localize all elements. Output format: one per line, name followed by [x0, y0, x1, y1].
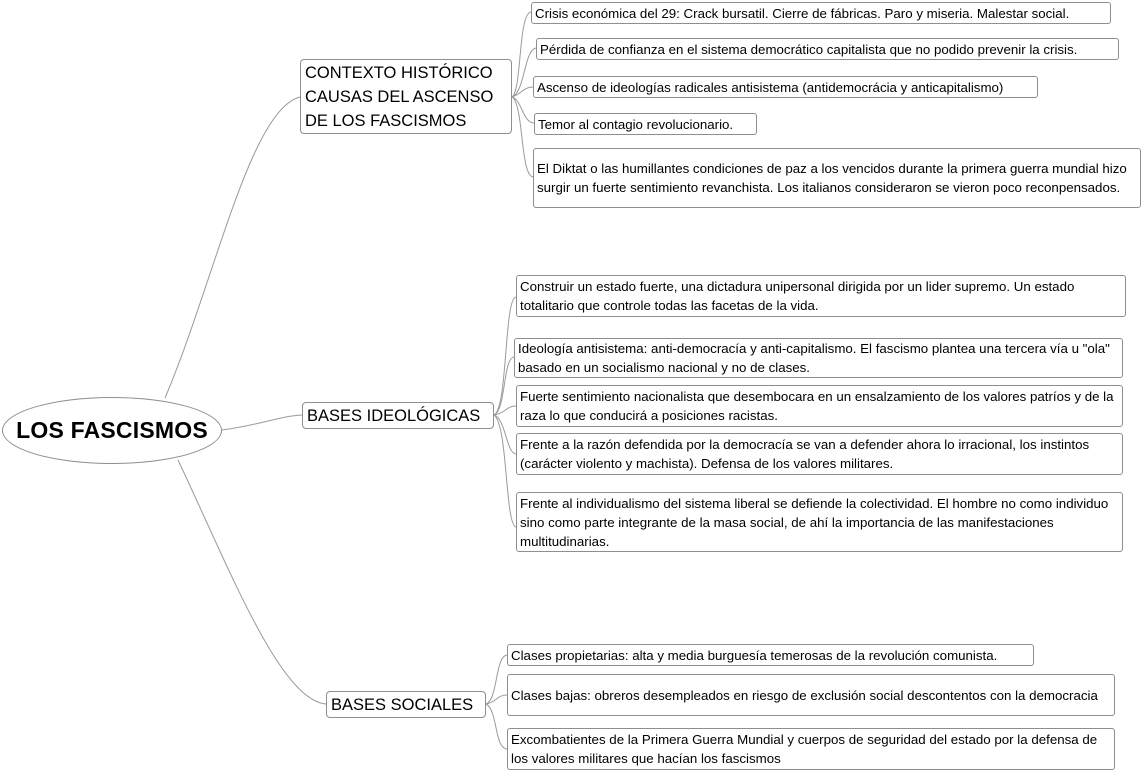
contexto-item-1-text: Crisis económica del 29: Crack bursatil. Cierre de fábricas. Paro y miseria. Malestar social.	[535, 5, 1070, 21]
branch-bases-ideologicas-label: BASES IDEOLÓGICAS	[307, 406, 481, 425]
sociales-item-2[interactable]	[507, 674, 1115, 716]
contexto-item-2[interactable]	[536, 38, 1119, 60]
connector-root-sociales	[178, 460, 326, 704]
root-topic-label: LOS FASCISMOS	[16, 417, 208, 443]
ideologicas-item-4[interactable]	[516, 433, 1123, 475]
ideologicas-item-2-text: Ideología antisistema: anti-democracía y anti-capitalismo. El fascismo plantea una tercera vía u "ola" basado en un socialismo nacional y no de clases.	[518, 341, 1110, 375]
contexto-item-3[interactable]	[533, 76, 1038, 98]
root-topic[interactable]	[2, 397, 222, 464]
branch-contexto-historico-label: CONTEXTO HISTÓRICO CAUSAS DEL ASCENSO DE LOS FASCISMOS	[305, 63, 494, 130]
sociales-item-3-text: Excombatientes de la Primera Guerra Mundial y cuerpos de seguridad del estado por la defensa de los valores militares que hacían los fascismos	[511, 732, 1098, 766]
sociales-item-1-text: Clases propietarias: alta y media burguesía temerosas de la revolución comunista.	[511, 647, 998, 663]
ideologicas-item-3-text: Fuerte sentimiento nacionalista que desembocara en un ensalzamiento de los valores patríos y de la raza lo que conducirá a posiciones racistas.	[520, 389, 1114, 423]
connector-ideo-4	[494, 415, 516, 454]
contexto-item-4[interactable]	[534, 113, 757, 135]
ideologicas-item-4-text: Frente a la razón defendida por la democracía se van a defender ahora lo irracional, los instintos (carácter violento y machista). Defensa de los valores militares.	[520, 437, 1090, 471]
ideologicas-item-5[interactable]	[516, 492, 1123, 552]
contexto-item-5-text: El Diktat o las humillantes condiciones de paz a los vencidos durante la primera guerra mundial hizo surgir un fuerte sentimiento revanchista. Los italianos consideraron se vieron poco reconpensados.	[537, 161, 1127, 195]
sociales-item-2-text: Clases bajas: obreros desempleados en riesgo de exclusión social descontentos con la democracia	[511, 687, 1098, 703]
sociales-item-3[interactable]	[507, 728, 1115, 770]
connector-soc-2	[486, 695, 507, 704]
ideologicas-item-2[interactable]	[514, 338, 1123, 378]
connector-ideo-1	[494, 297, 516, 415]
branch-bases-ideologicas[interactable]	[302, 402, 494, 429]
branch-contexto-historico[interactable]	[300, 59, 512, 134]
connector-ideo-2	[494, 357, 514, 415]
connector-soc-3	[486, 704, 507, 749]
branch-bases-sociales[interactable]	[326, 691, 486, 718]
connector-soc-1	[486, 655, 507, 704]
sociales-item-1[interactable]	[507, 644, 1034, 666]
ideologicas-item-1-text: Construir un estado fuerte, una dictadura unipersonal dirigida por un lider supremo. Un estado totalitario que controle todas las facetas de la vida.	[520, 279, 1075, 313]
ideologicas-item-1[interactable]	[516, 275, 1126, 317]
contexto-item-4-text: Temor al contagio revolucionario.	[538, 116, 734, 132]
contexto-item-1[interactable]	[531, 2, 1111, 24]
connector-contexto-1	[512, 12, 531, 97]
connector-root-contexto	[165, 97, 300, 398]
contexto-item-5[interactable]	[533, 148, 1141, 208]
contexto-item-3-text: Ascenso de ideologías radicales antisistema (antidemocrácia y anticapitalismo)	[537, 79, 1004, 95]
ideologicas-item-3[interactable]	[516, 385, 1123, 427]
contexto-item-2-text: Pérdida de confianza en el sistema democrático capitalista que no podido prevenir la crisis.	[540, 41, 1078, 57]
branch-bases-sociales-label: BASES SOCIALES	[331, 695, 474, 714]
connector-root-ideologicas	[222, 415, 302, 430]
ideologicas-item-5-text: Frente al individualismo del sistema liberal se defiende la colectividad. El hombre no como individuo sino como parte integrante de la masa social, de ahí la importancia de las manifestaciones multitudinarias.	[520, 495, 1109, 549]
connector-contexto-5	[512, 97, 533, 177]
